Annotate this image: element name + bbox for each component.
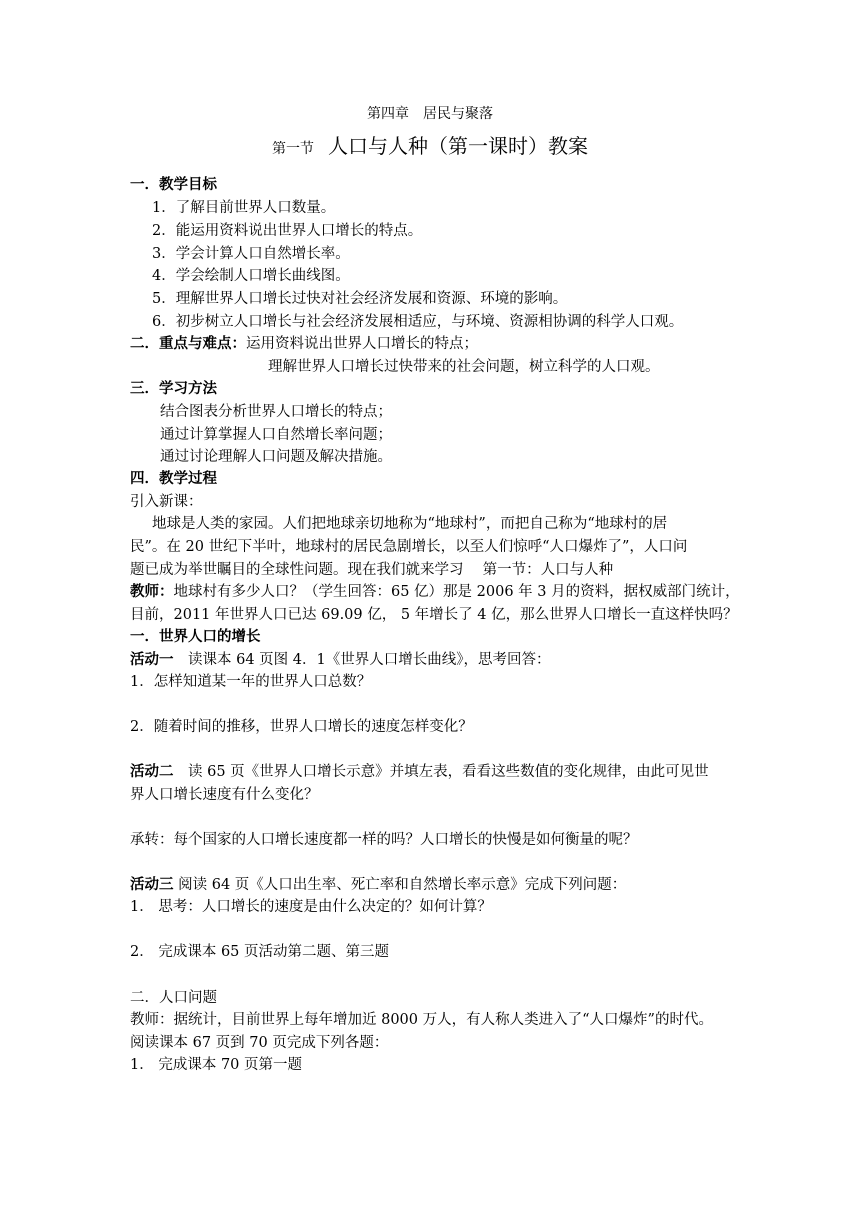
transition-text: 承转：每个国家的人口增长速度都一样的吗？人口增长的快慢是如何衡量的呢？ (130, 832, 638, 848)
method-item: 通过计算掌握人口自然增长率问题； (160, 427, 392, 443)
objective-item: 1．了解目前世界人口数量。 (152, 200, 336, 216)
activity-one-text: 读课本 64 页图 4．1《世界人口增长曲线》，思考回答： (173, 652, 551, 668)
activity-one-q1: 1．怎样知道某一年的世界人口总数？ (130, 674, 372, 690)
activity-two-label: 活动二 (130, 763, 174, 780)
objective-item: 6．初步树立人口增长与社会经济发展相适应，与环境、资源相协调的科学人口观。 (152, 314, 684, 330)
key-points-line2: 理解世界人口增长过快带来的社会问题，树立科学的人口观。 (268, 359, 660, 375)
lesson-title-text: 人口与人种（第一课时）教案 (328, 134, 588, 158)
key-points-line1: 运用资料说出世界人口增长的特点； (246, 336, 478, 352)
activity-three-q2: 2． 完成课本 65 页活动第二题、第三题 (130, 944, 390, 960)
activity-two-text: 读 65 页《世界人口增长示意》并填左表，看看这些数值的变化规律，由此可见世 (173, 764, 709, 780)
activity-three-label: 活动三 (130, 876, 174, 893)
activity-three-text: 阅读 64 页《人口出生率、死亡率和自然增长率示意》完成下列问题： (173, 877, 627, 893)
teacher-text-line2: 目前，2011 年世界人口已达 69.09 亿， 5 年增长了 4 亿，那么世界人口增长一直这样快吗？ (130, 607, 738, 623)
key-points-heading: 二．重点与难点： (130, 335, 246, 352)
teacher-label: 教师： (130, 583, 174, 600)
key-points-row (130, 334, 478, 354)
activity-three (130, 875, 626, 895)
process-heading: 四．教学过程 (130, 470, 217, 487)
part2-heading: 二．人口问题 (130, 990, 217, 1006)
part2-q1: 1． 完成课本 70 页第一题 (130, 1057, 303, 1073)
activity-two-text-line2: 界人口增长速度有什么变化？ (130, 787, 319, 803)
intro-label: 引入新课： (130, 494, 203, 510)
objective-item: 4．学会绘制人口增长曲线图。 (152, 268, 350, 284)
teacher-question (130, 582, 740, 602)
part2-paragraph-line: 阅读课本 67 页到 70 页完成下列各题： (130, 1035, 389, 1051)
objective-item: 2．能运用资料说出世界人口增长的特点。 (152, 223, 423, 239)
method-item: 结合图表分析世界人口增长的特点； (160, 404, 392, 420)
methods-heading: 三．学习方法 (130, 380, 217, 397)
part2-paragraph-line: 教师：据统计，目前世界上每年增加近 8000 万人，有人称人类进入了“人口爆炸”的时代。 (130, 1012, 713, 1028)
method-item: 通过讨论理解人口问题及解决措施。 (160, 449, 392, 465)
activity-two (130, 762, 709, 782)
section-prefix: 第一节 (272, 141, 314, 157)
objective-item: 5．理解世界人口增长过快对社会经济发展和资源、环境的影响。 (152, 291, 568, 307)
teacher-text: 地球村有多少人口？（学生回答：65 亿）那是 2006 年 3 月的资料，据权威部门统计， (173, 584, 740, 600)
part1-heading: 一．世界人口的增长 (130, 628, 261, 645)
intro-paragraph-line: 题已成为举世瞩目的全球性问题。现在我们就来学习 第一节：人口与人种 (130, 562, 614, 578)
intro-paragraph-line: 地球是人类的家园。人们把地球亲切地称为“地球村”，而把自己称为“地球村的居 (152, 516, 668, 532)
activity-one (130, 650, 550, 670)
intro-paragraph-line: 民”。在 20 世纪下半叶，地球村的居民急剧增长，以至人们惊呼“人口爆炸了”，人口问 (130, 539, 688, 555)
activity-one-label: 活动一 (130, 651, 174, 668)
activity-one-q2: 2．随着时间的推移，世界人口增长的速度怎样变化？ (130, 719, 473, 735)
objectives-heading: 一．教学目标 (130, 176, 217, 193)
activity-three-q1: 1． 思考：人口增长的速度是由什么决定的？如何计算？ (130, 899, 492, 915)
lesson-title (0, 136, 860, 159)
chapter-title: 第四章 居民与聚落 (367, 106, 493, 122)
objective-item: 3．学会计算人口自然增长率。 (152, 246, 350, 262)
